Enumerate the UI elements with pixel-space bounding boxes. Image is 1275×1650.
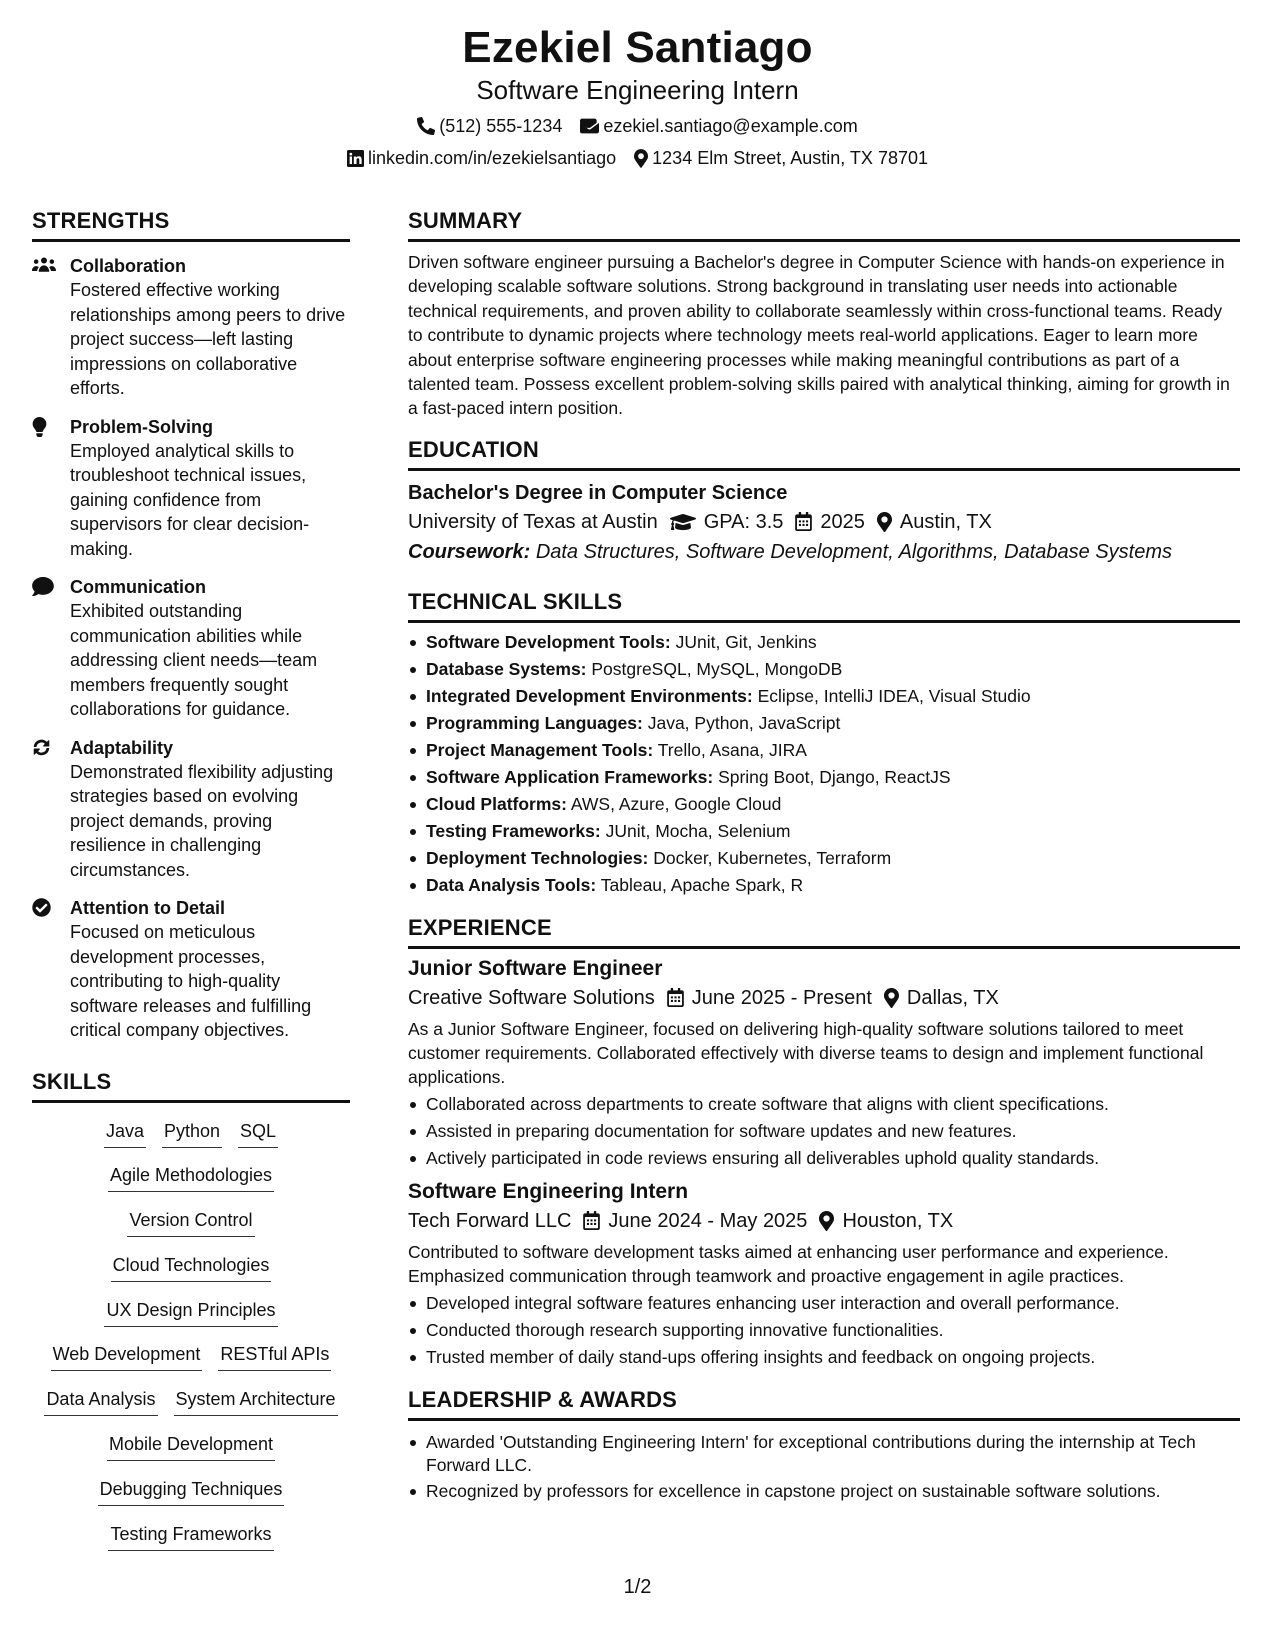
skills-tag-row bbox=[32, 1338, 350, 1383]
education-heading: EDUCATION bbox=[408, 435, 1240, 471]
list-item: Testing Frameworks: JUnit, Mocha, Selenium bbox=[408, 818, 1240, 845]
skill-tag: Web Development bbox=[51, 1342, 203, 1371]
job-entry bbox=[408, 1178, 1240, 1371]
job-title: Junior Software Engineer bbox=[408, 956, 663, 980]
company-name: Creative Software Solutions bbox=[408, 986, 655, 1009]
skills-tag-row bbox=[32, 1159, 350, 1204]
envelope-icon bbox=[580, 118, 599, 134]
list-item: Software Application Frameworks: Spring Boot, Django, ReactJS bbox=[408, 764, 1240, 791]
list-item: Database Systems: PostgreSQL, MySQL, MongoDB bbox=[408, 656, 1240, 683]
dates-item bbox=[583, 1206, 807, 1236]
list-item: Programming Languages: Java, Python, JavaScript bbox=[408, 710, 1240, 737]
summary-heading: SUMMARY bbox=[408, 206, 1240, 242]
map-marker-icon bbox=[819, 1211, 834, 1231]
company-name: Tech Forward LLC bbox=[408, 1209, 572, 1232]
list-item: Assisted in preparing documentation for software updates and new features. bbox=[408, 1118, 1240, 1145]
location-item bbox=[819, 1206, 953, 1236]
strength-item bbox=[32, 736, 350, 883]
summary-text: Driven software engineer pursuing a Bachelor's degree in Computer Science with hands-on experience in developing scalable software solutions. Strong background in translating user needs into actionable technical requirements, and proven ability to collaborate seamlessly within cross-functional teams. Ready to contribute to dynamic projects where technology meets real-world applications. Eager to learn more about enterprise software engineering processes while making meaningful contributions as part of a talented team. Possess excellent problem-solving skills paired with analytical thinking, aiming for growth in a fast-paced intern position. bbox=[408, 252, 1230, 419]
year-item bbox=[795, 507, 865, 537]
education-meta bbox=[408, 507, 1240, 537]
calendar-icon bbox=[795, 512, 812, 531]
list-item: Actively participated in code reviews ensuring all deliverables uphold quality standards. bbox=[408, 1145, 1240, 1172]
strengths-heading: STRENGTHS bbox=[32, 206, 350, 242]
skill-tag: Data Analysis bbox=[44, 1387, 157, 1416]
left-column bbox=[32, 206, 350, 1562]
address-text: 1234 Elm Street, Austin, TX 78701 bbox=[652, 148, 928, 168]
right-column bbox=[408, 206, 1240, 1506]
technical-skills-list bbox=[408, 629, 1240, 899]
list-item: Integrated Development Environments: Eclipse, IntelliJ IDEA, Visual Studio bbox=[408, 683, 1240, 710]
job-description: Contributed to software development tasks aimed at enhancing user performance and experience. Emphasized communication through teamwork and proactive engagement in agile practices. bbox=[408, 1241, 1169, 1286]
strength-item bbox=[32, 575, 350, 722]
job-title: Software Engineering Intern bbox=[408, 1179, 689, 1203]
strength-item bbox=[32, 415, 350, 562]
skill-tag: Testing Frameworks bbox=[108, 1522, 273, 1551]
experience-section bbox=[408, 913, 1240, 1371]
strength-desc: Exhibited outstanding communication abilities while addressing client needs—team members frequently sought collaborations for guidance. bbox=[70, 601, 318, 719]
skill-tag: Version Control bbox=[127, 1208, 254, 1237]
list-item: Trusted member of daily stand-ups offering insights and feedback on ongoing projects. bbox=[408, 1344, 1240, 1371]
list-item: Awarded 'Outstanding Engineering Intern' for exceptional contributions during the internship at Tech Forward LLC. bbox=[408, 1431, 1240, 1477]
phone-contact bbox=[417, 114, 562, 138]
list-item: Project Management Tools: Trello, Asana, JIRA bbox=[408, 737, 1240, 764]
skills-section bbox=[32, 1067, 350, 1563]
strength-desc: Fostered effective working relationships among peers to drive project success—left lasting impressions on collaborative efforts. bbox=[70, 280, 346, 398]
skill-tag: Cloud Technologies bbox=[111, 1253, 272, 1282]
contact-row-1 bbox=[0, 114, 1275, 138]
email-text: ezekiel.santiago@example.com bbox=[603, 116, 858, 136]
strength-desc: Employed analytical skills to troubleshoot technical issues, gaining confidence from supervisors for clear decision-making. bbox=[70, 440, 310, 559]
lightbulb-icon bbox=[32, 415, 70, 562]
linkedin-contact[interactable] bbox=[347, 146, 616, 170]
skill-tag: RESTful APIs bbox=[218, 1342, 331, 1371]
school-name: University of Texas at Austin bbox=[408, 510, 658, 533]
sync-icon bbox=[32, 736, 70, 883]
skill-tag: SQL bbox=[238, 1119, 278, 1148]
skills-heading: SKILLS bbox=[32, 1067, 350, 1103]
strength-desc: Focused on meticulous development processes, contributing to high-quality software releases and fulfilling critical company objectives. bbox=[70, 922, 312, 1040]
job-bullets bbox=[408, 1091, 1240, 1172]
list-item: Developed integral software features enhancing user interaction and overall performance. bbox=[408, 1290, 1240, 1317]
contact-row-2 bbox=[0, 146, 1275, 170]
skill-tag: Debugging Techniques bbox=[98, 1477, 285, 1506]
list-item: Deployment Technologies: Docker, Kubernetes, Terraform bbox=[408, 845, 1240, 872]
leadership-list bbox=[408, 1431, 1240, 1503]
map-marker-icon bbox=[877, 512, 892, 532]
map-marker-icon bbox=[634, 149, 648, 168]
map-marker-icon bbox=[884, 988, 899, 1008]
check-circle-icon bbox=[32, 896, 70, 1043]
calendar-icon bbox=[667, 988, 684, 1007]
job-description: As a Junior Software Engineer, focused on delivering high-quality software solutions tailored to meet customer requirements. Collaborated effectively with diverse teams to design and implement functional applications. bbox=[408, 1018, 1204, 1087]
strength-item bbox=[32, 896, 350, 1043]
location-text: Houston, TX bbox=[842, 1209, 954, 1232]
job-meta bbox=[408, 983, 1240, 1013]
dates-text: June 2025 - Present bbox=[691, 986, 872, 1009]
skills-tag-row bbox=[32, 1473, 350, 1518]
experience-heading: EXPERIENCE bbox=[408, 913, 1240, 949]
job-bullets bbox=[408, 1290, 1240, 1371]
location-item bbox=[884, 983, 999, 1013]
location-text: Dallas, TX bbox=[906, 986, 999, 1009]
year-text: 2025 bbox=[820, 510, 865, 533]
location-item bbox=[877, 507, 992, 537]
graduation-cap-icon bbox=[670, 512, 696, 532]
job-meta bbox=[408, 1206, 1240, 1236]
list-item: Conducted thorough research supporting innovative functionalities. bbox=[408, 1317, 1240, 1344]
job-entry bbox=[408, 955, 1240, 1172]
skills-tag-row bbox=[32, 1428, 350, 1473]
gpa-text: GPA: 3.5 bbox=[703, 510, 784, 533]
candidate-name: Ezekiel Santiago bbox=[462, 23, 813, 72]
list-item: Software Development Tools: JUnit, Git, Jenkins bbox=[408, 629, 1240, 656]
skill-tag: Java bbox=[104, 1119, 146, 1148]
coursework-label: Coursework: bbox=[408, 540, 531, 563]
list-item: Cloud Platforms: AWS, Azure, Google Cloud bbox=[408, 791, 1240, 818]
dates-text: June 2024 - May 2025 bbox=[608, 1209, 808, 1232]
strength-title: Communication bbox=[70, 577, 207, 597]
strength-title: Collaboration bbox=[70, 256, 186, 276]
technical-skills-section bbox=[408, 587, 1240, 899]
strength-title: Adaptability bbox=[70, 737, 174, 758]
education-section bbox=[408, 435, 1240, 567]
skills-tag-row bbox=[32, 1115, 350, 1160]
list-item: Collaborated across departments to create software that aligns with client specifications. bbox=[408, 1091, 1240, 1118]
coursework-line bbox=[408, 537, 1240, 567]
resume-header bbox=[0, 22, 1275, 170]
strength-desc: Demonstrated flexibility adjusting strategies based on evolving project demands, proving resilience in challenging circumstances. bbox=[70, 761, 334, 880]
skill-tag: Agile Methodologies bbox=[108, 1163, 274, 1192]
strength-title: Attention to Detail bbox=[70, 898, 225, 918]
skills-tag-row bbox=[32, 1518, 350, 1563]
skill-tag: UX Design Principles bbox=[104, 1298, 277, 1327]
skills-tag-list bbox=[32, 1115, 350, 1563]
summary-section bbox=[408, 206, 1240, 421]
leadership-section bbox=[408, 1385, 1240, 1503]
skill-tag: Mobile Development bbox=[107, 1432, 275, 1461]
dates-item bbox=[667, 983, 872, 1013]
strength-title: Problem-Solving bbox=[70, 416, 214, 437]
skills-tag-row bbox=[32, 1294, 350, 1339]
strength-item bbox=[32, 254, 350, 401]
gpa-item bbox=[670, 507, 784, 537]
skills-tag-row bbox=[32, 1204, 350, 1249]
list-item: Data Analysis Tools: Tableau, Apache Spark, R bbox=[408, 872, 1240, 899]
linkedin-text: linkedin.com/in/ezekielsantiago bbox=[368, 148, 617, 168]
skills-tag-row bbox=[32, 1249, 350, 1294]
coursework-text: Data Structures, Software Development, Algorithms, Database Systems bbox=[535, 540, 1173, 563]
strengths-list bbox=[32, 254, 350, 1043]
phone-text: (512) 555-1234 bbox=[439, 116, 563, 136]
strengths-section bbox=[32, 206, 350, 1043]
address-contact bbox=[634, 146, 928, 170]
degree-title: Bachelor's Degree in Computer Science bbox=[408, 481, 788, 504]
page-number: 1/2 bbox=[623, 1576, 652, 1598]
comment-icon bbox=[32, 575, 70, 722]
technical-skills-heading: TECHNICAL SKILLS bbox=[408, 587, 1240, 623]
calendar-icon bbox=[583, 1211, 600, 1230]
users-icon bbox=[32, 254, 70, 401]
skill-tag: System Architecture bbox=[174, 1387, 338, 1416]
phone-icon bbox=[417, 117, 435, 135]
list-item: Recognized by professors for excellence in capstone project on sustainable software solutions. bbox=[408, 1480, 1240, 1503]
candidate-role: Software Engineering Intern bbox=[476, 75, 799, 105]
location-text: Austin, TX bbox=[899, 510, 992, 533]
skills-tag-row bbox=[32, 1383, 350, 1428]
email-contact[interactable] bbox=[580, 114, 857, 138]
linkedin-icon bbox=[347, 150, 364, 167]
skill-tag: Python bbox=[162, 1119, 222, 1148]
leadership-heading: LEADERSHIP & AWARDS bbox=[408, 1385, 1240, 1421]
